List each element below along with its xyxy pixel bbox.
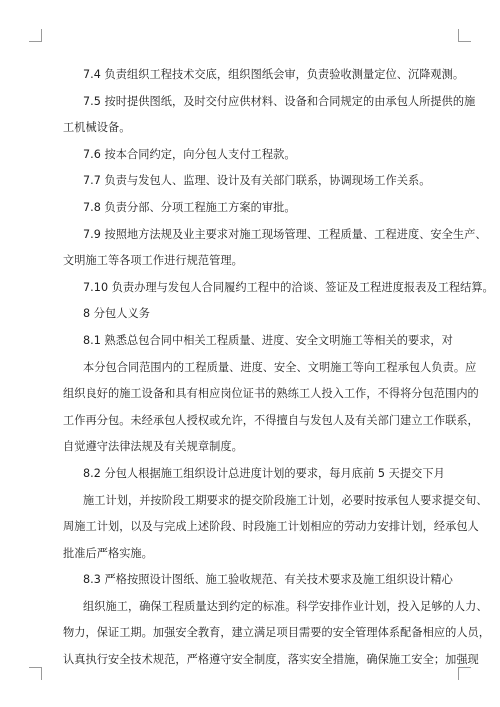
text-line: 工作再分包。未经承包人授权或允许，不得擅自与发包人及有关部门建立工作联系， — [63, 413, 479, 427]
text-line: 施工计划，并按阶段工期要求的提交阶段施工计划，必要时按承包人要求提交旬、 — [83, 493, 488, 507]
text-line: 7.8 负责分部、分项工程施工方案的审批。 — [83, 200, 296, 214]
text-line: 8 分包人义务 — [83, 307, 150, 321]
document-body — [63, 62, 494, 674]
text-line: 8.2 分包人根据施工组织设计总进度计划的要求，每月底前 5 天提交下月 — [83, 466, 445, 480]
crop-mark-top-right — [458, 29, 471, 42]
text-line: 工机械设备。 — [63, 121, 131, 135]
text-line: 周施工计划，以及与完成上述阶段、时段施工计划相应的劳动力安排计划，经承包人 — [63, 520, 479, 534]
text-line: 组织施工，确保工程质量达到约定的标准。科学安排作业计划，投入足够的人力、 — [83, 599, 488, 613]
crop-mark-top-left — [29, 29, 42, 42]
crop-mark-bottom-right — [458, 667, 471, 680]
text-line: 7.6 按本合同约定，向分包人支付工程款。 — [83, 147, 296, 161]
text-line: 本分包合同范围内的工程质量、进度、安全、文明施工等向工程承包人负责。应 — [83, 360, 477, 374]
text-line: 7.4 负责组织工程技术交底，组织图纸会审，负责验收测量定位、沉降观测。 — [83, 68, 465, 81]
text-line: 批准后严格实施。 — [63, 546, 153, 560]
text-line: 7.10 负责办理与发包人合同履约工程中的洽谈、签证及工程进度报表及工程结算。 — [83, 280, 494, 294]
text-line: 7.7 负责与发包人、监理、设计及有关部门联系，协调现场工作关系。 — [83, 174, 431, 188]
text-line: 组织良好的施工设备和具有相应岗位证书的熟练工人投入工作，不得将分包范围内的 — [63, 387, 479, 401]
crop-mark-bottom-left — [29, 667, 42, 680]
text-line: 8.1 熟悉总包合同中相关工程质量、进度、安全文明施工等相关的要求，对 — [83, 333, 453, 347]
text-line: 认真执行安全技术规范，严格遵守安全制度，落实安全措施，确保施工安全；加强现 — [63, 653, 479, 667]
text-line: 物力，保证工期。加强安全教育，建立满足项目需要的安全管理体系配备相应的人员， — [63, 626, 491, 640]
text-line: 7.9 按照地方法规及业主要求对施工现场管理、工程质量、工程进度、安全生产、 — [83, 227, 487, 241]
text-line: 8.3 严格按照设计图纸、施工验收规范、有关技术要求及施工组织设计精心 — [83, 573, 453, 587]
text-line: 7.5 按时提供图纸，及时交付应供材料、设备和合同规定的由承包人所提供的施 — [83, 94, 476, 108]
text-line: 自觉遵守法律法规及有关规章制度。 — [63, 440, 243, 454]
text-line: 文明施工等各项工作进行规范管理。 — [63, 254, 243, 268]
